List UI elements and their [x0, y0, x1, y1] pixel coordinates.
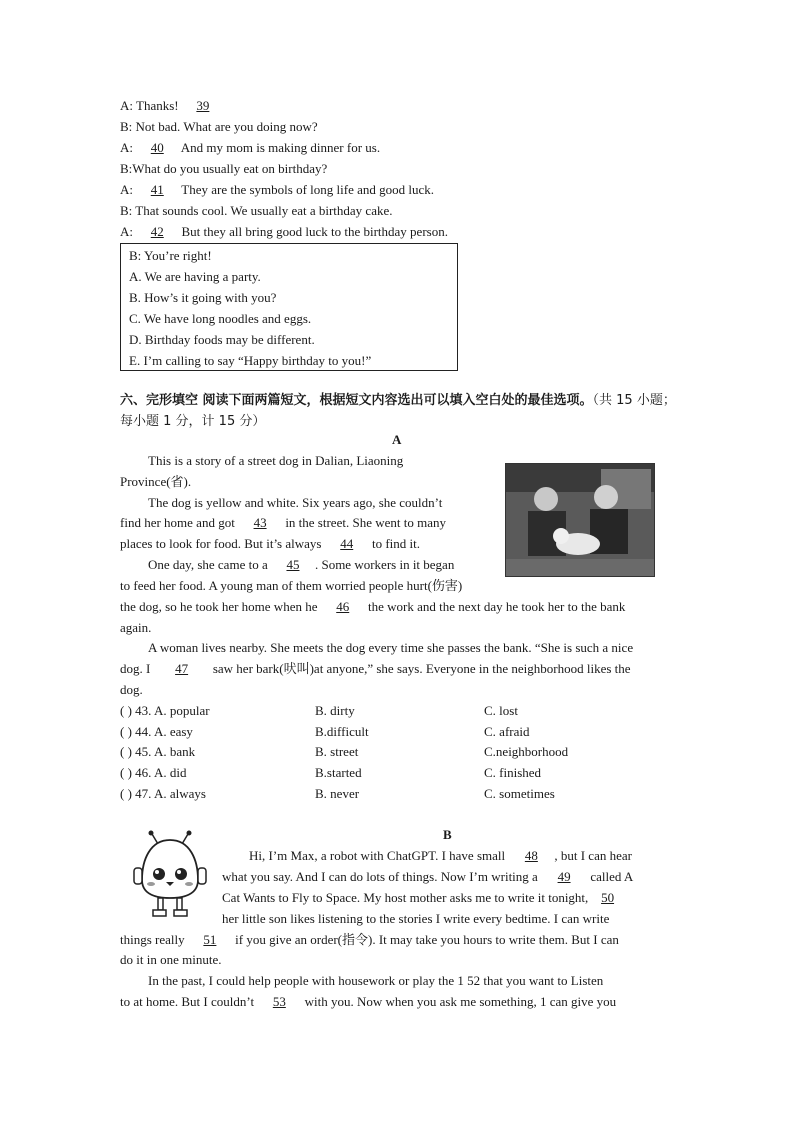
- option-item: B. How’s it going with you?: [129, 290, 277, 305]
- dialogue-line: A: 41 They are the symbols of long life and good luck.: [120, 182, 434, 197]
- passage-a-text: the dog, so he took her home when he 46 the work and the next day he took her to the bank: [120, 599, 626, 614]
- question-43[interactable]: ( ) 43. A. popular: [120, 703, 210, 718]
- option-item: E. I’m calling to say “Happy birthday to you!”: [129, 353, 372, 368]
- passage-a-text: This is a story of a street dog in Dalian, Liaoning: [148, 453, 404, 468]
- passage-b-text: Cat Wants to Fly to Space. My host mother asks me to write it tonight, 50: [222, 890, 624, 906]
- option-b: B. never: [315, 786, 360, 801]
- passage-a-text: dog. I 47 saw her bark(吠叫)at anyone,” she says. Everyone in the neighborhood likes the: [120, 661, 631, 676]
- blank-50[interactable]: 50: [601, 890, 615, 905]
- question-46[interactable]: ( ) 46. A. did: [120, 765, 187, 780]
- blank-43[interactable]: 43: [253, 515, 267, 530]
- passage-b-text: to at home. But I couldn’t 53 with you. Now when you ask me something, 1 can give you: [120, 994, 617, 1009]
- passage-a-text: again.: [120, 620, 152, 635]
- blank-45[interactable]: 45: [286, 557, 300, 572]
- passage-b-text: what you say. And I can do lots of things. Now I’m writing a 49 called A: [222, 869, 634, 884]
- passage-b-text: her little son likes listening to the stories I write every bedtime. I can write: [222, 911, 610, 926]
- question-47[interactable]: ( ) 47. A. always: [120, 786, 206, 801]
- dog-photo: [505, 463, 655, 577]
- option-item: D. Birthday foods may be different.: [129, 332, 315, 347]
- passage-a-text: A woman lives nearby. She meets the dog every time she passes the bank. “She is such a nice: [148, 640, 634, 655]
- section-heading: 六、完形填空 阅读下面两篇短文，根据短文内容选出可以填入空白处的最佳选项。（共 15 小题；每小题 1 分，计 15 分）: [120, 393, 676, 429]
- dog-photo-image: [506, 464, 654, 576]
- blank-40[interactable]: 40: [150, 140, 164, 155]
- blank-47[interactable]: 47: [175, 661, 189, 676]
- robot-illustration: [128, 830, 216, 918]
- passage-a-text: Province(省).: [120, 474, 192, 489]
- option-b: B.started: [315, 765, 362, 780]
- blank-51[interactable]: 51: [203, 932, 217, 947]
- option-item: B: You’re right!: [129, 248, 212, 263]
- passage-a-text: One day, she came to a 45. Some workers in it began: [148, 557, 455, 572]
- dialogue-line: A: 40 And my mom is making dinner for us.: [120, 140, 381, 155]
- question-44[interactable]: ( ) 44. A. easy: [120, 724, 193, 739]
- passage-b-text: In the past, I could help people with housework or play the 1 52 that you want to Listen: [148, 973, 604, 988]
- option-c: C. finished: [484, 765, 542, 780]
- option-item: A. We are having a party.: [129, 269, 261, 284]
- passage-b-text: Hi, I’m Max, a robot with ChatGPT. I have small 48, but I can hear: [249, 848, 632, 863]
- option-c: C. afraid: [484, 724, 530, 739]
- option-item: C. We have long noodles and eggs.: [129, 311, 312, 326]
- blank-53[interactable]: 53: [272, 994, 286, 1009]
- question-45[interactable]: ( ) 45. A. bank: [120, 744, 196, 759]
- option-c: C. lost: [484, 703, 518, 718]
- passage-b-label: B: [443, 827, 452, 842]
- option-b: B. dirty: [315, 703, 355, 718]
- dialogue-line: B: Not bad. What are you doing now?: [120, 119, 318, 134]
- option-b: B. street: [315, 744, 359, 759]
- robot-icon: [128, 830, 216, 918]
- dialogue-line: A: 42 But they all bring good luck to the birthday person.: [120, 224, 448, 239]
- passage-a-text: places to look for food. But it’s always 44 to find it.: [120, 536, 420, 551]
- blank-49[interactable]: 49: [557, 869, 571, 884]
- blank-39[interactable]: 39: [196, 98, 210, 113]
- blank-44[interactable]: 44: [340, 536, 354, 551]
- blank-46[interactable]: 46: [336, 599, 350, 614]
- option-b: B.difficult: [315, 724, 369, 739]
- dialogue-line: B:What do you usually eat on birthday?: [120, 161, 328, 176]
- option-c: C. sometimes: [484, 786, 555, 801]
- passage-a-text: The dog is yellow and white. Six years ago, she couldn’t: [148, 495, 443, 510]
- passage-b-text: things really 51 if you give an order(指令). It may take you hours to write them. But I can: [120, 932, 619, 947]
- blank-41[interactable]: 41: [150, 182, 164, 197]
- passage-a-label: A: [392, 432, 402, 447]
- blank-42[interactable]: 42: [150, 224, 164, 239]
- blank-48[interactable]: 48: [524, 848, 538, 863]
- passage-a-text: dog.: [120, 682, 143, 697]
- option-c: C.neighborhood: [484, 744, 569, 759]
- passage-b-text: do it in one minute.: [120, 952, 222, 967]
- options-box: [120, 243, 458, 371]
- passage-a-text: find her home and got 43 in the street. She went to many: [120, 515, 446, 530]
- passage-a-text: to feed her food. A young man of them worried people hurt(伤害): [120, 578, 463, 593]
- dialogue-line: B: That sounds cool. We usually eat a birthday cake.: [120, 203, 393, 218]
- dialogue-line: A: Thanks! 39: [120, 98, 224, 114]
